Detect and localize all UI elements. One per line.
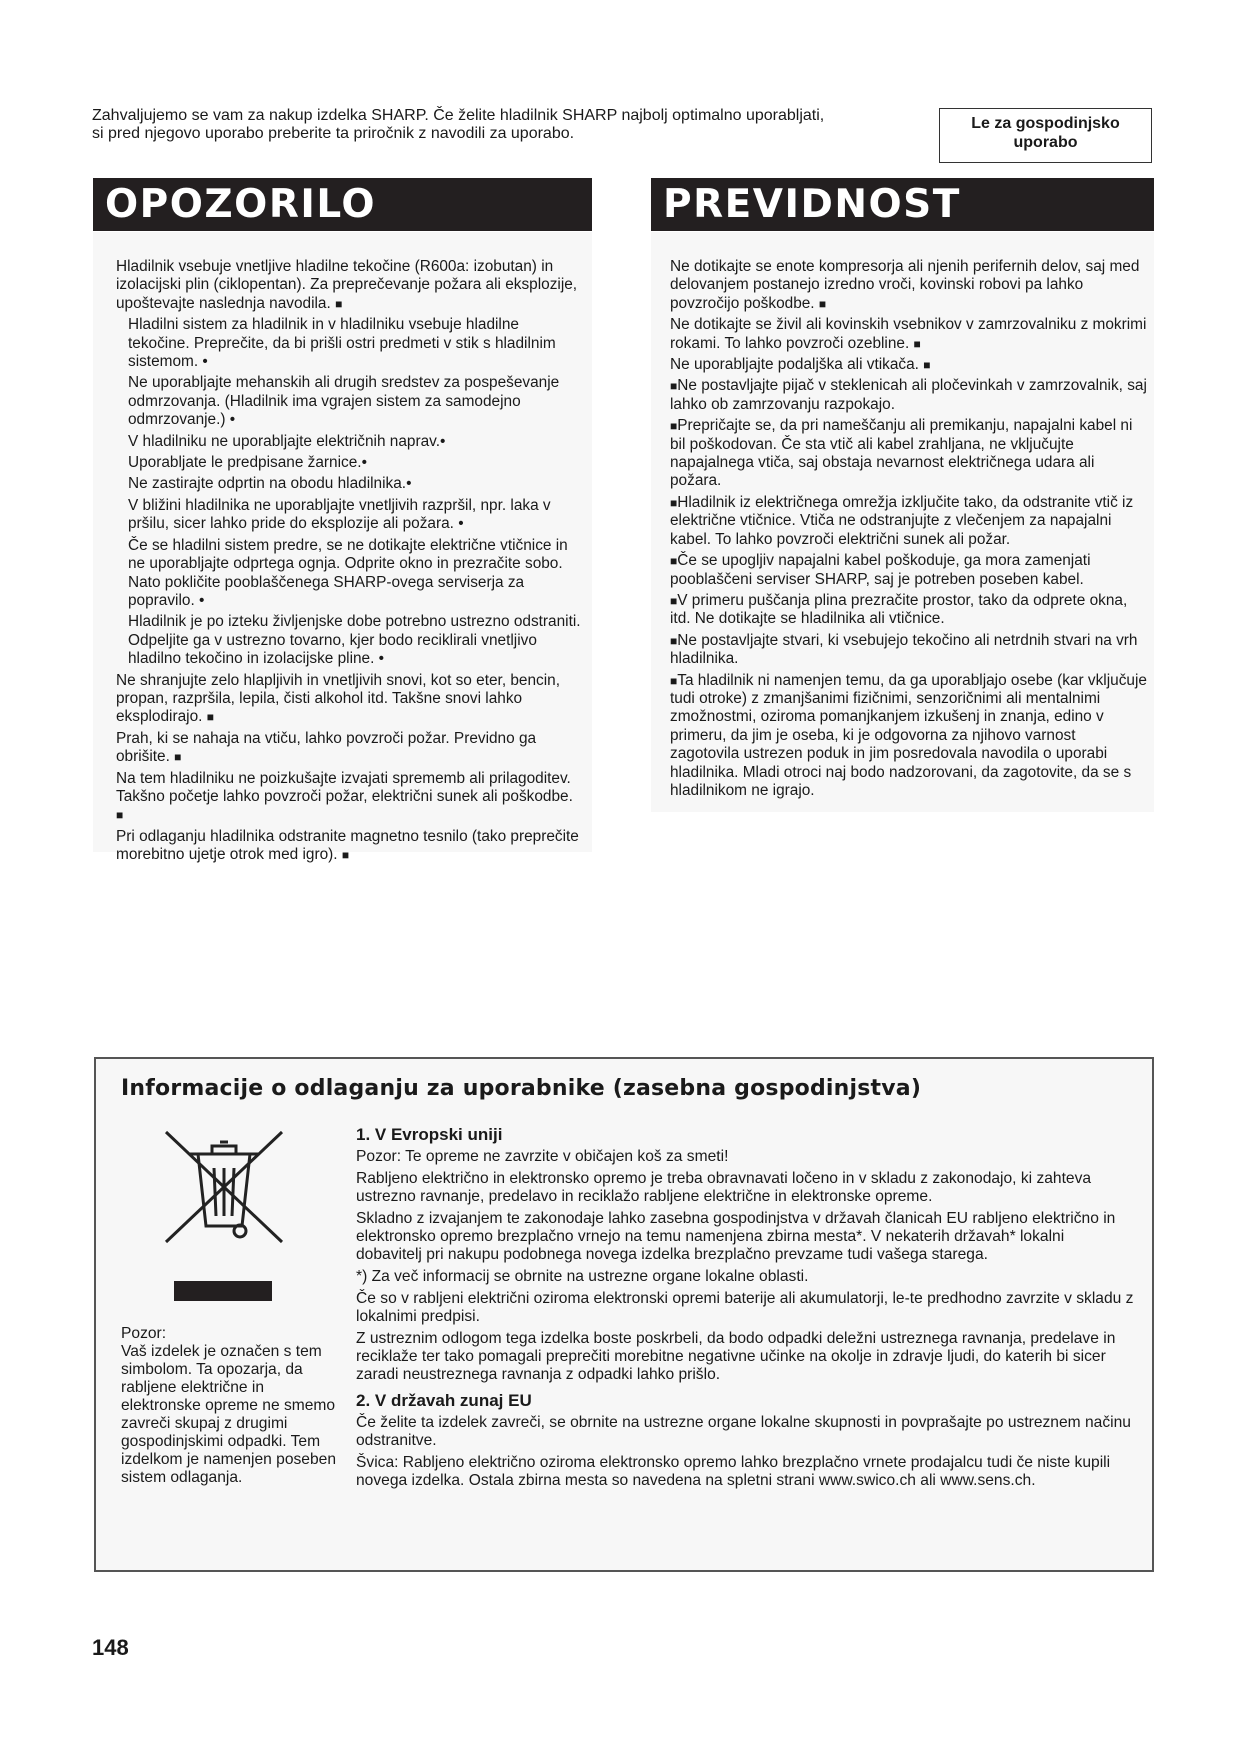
badge-line-2: uporabo — [1013, 134, 1078, 151]
disposal-title: Informacije o odlaganju za uporabnike (zasebna gospodinjstva) — [121, 1076, 922, 1101]
warning-item: Ne uporabljajte mehanskih ali drugih sredstev za pospeševanje odmrzovanja. (Hladilnik ima vgrajen sistem za samodejno odmrzovanje.) • — [128, 374, 560, 429]
warning-item: Uporabljate le predpisane žarnice.• — [128, 454, 367, 472]
crossed-bin-icon — [160, 1128, 288, 1246]
warning-heading: OPOZORILO — [93, 178, 592, 231]
caution-item: ■Prepričajte se, da pri nameščanju ali premikanju, napajalni kabel ni bil poškodovan. Če sta vtič ali kabel zrahljana, ne vključujte napajalnega vtiča, saj obstaja nevarnost električnega udara ali požara. — [670, 417, 1133, 490]
caution-list — [670, 258, 1148, 803]
page-number: 148 — [92, 1635, 129, 1660]
warning-item: Hladilnik je po izteku življenjske dobe potrebno ustrezno odstraniti. Odpeljite ga v ustrezno tovarno, kjer bodo reciklirali vnetljivo hladilno tekočino in izolacijske pline. • — [128, 613, 581, 668]
caution-item: ■Ne postavljajte pijač v steklenicah ali pločevinkah v zamrzovalnik, saj lahko ob zamrzovanju razpokajo. — [670, 377, 1147, 413]
caution-item: ■Hladilnik iz električnega omrežja izključite tako, da odstranite vtič iz električne vtičnice. Vtiča ne odstranjujte z vlečenjem za napajalni kabel. To lahko povzroči električni sunek ali požar. — [670, 493, 1134, 548]
warning-item: V bližini hladilnika ne uporabljajte vnetljivih razpršil, npr. laka v pršilu, sicer lahko pride do eksplozije ali požara. • — [128, 496, 551, 533]
eu-paragraph: Skladno z izvajanjem te zakonodaje lahko zasebna gospodinjstva v državah članicah EU rabljeno električno in elektronsko opremo brezplačno vrnejo na temu namenjena zbirna mesta*. V nekaterih državah* lokalni dobavitelj pri nakupu podobnega novega izdelka brezplačno prevzame tudi vašega starega. — [356, 1210, 1116, 1263]
warning-item: Hladilnik vsebuje vnetljive hladilne tekočine (R600a: izobutan) in izolacijski plin (ciklopentan). Za preprečevanje požara ali eksplozije, upoštevajte naslednja navodila. ■ — [116, 258, 578, 312]
side-note-label: Pozor: — [121, 1325, 167, 1342]
warning-item: Ne shranjujte zelo hlapljivih in vnetljivih snovi, kot so eter, bencin, propan, razpršila, lepila, čisti alkohol itd. Takšne snovi lahko eksplodirajo. ■ — [116, 671, 560, 726]
eu-heading: 1. V Evropski uniji — [356, 1125, 503, 1144]
caution-item: Ne uporabljajte podaljška ali vtikača. ■ — [670, 356, 931, 374]
warning-item: Prah, ki se nahaja na vtiču, lahko povzroči požar. Previdno ga obrišite. ■ — [116, 729, 537, 766]
side-note-text: Vaš izdelek je označen s tem simbolom. Ta opozarja, da rabljene električne in elektronske opreme ne smemo zavreči skupaj z drugimi gospodinjskimi odpadki. Tem izdelkom je namenjen poseben sistem odlaganja. — [121, 1343, 336, 1486]
eu-paragraph: Z ustreznim odlogom tega izdelka boste poskrbeli, da bodo odpadki deležni ustreznega ravnanja, predelave in reciklaže ter tako pomagali preprečiti morebitne negativne učinke na okolje in zdravje ljudi, do katerih bi sicer zaradi neustreznega ravnanja z odpadki lahko prišlo. — [356, 1330, 1116, 1383]
disposal-side-note — [121, 1325, 336, 1487]
eu-paragraph: Pozor: Te opreme ne zavrzite v običajen koš za smeti! — [356, 1148, 729, 1165]
warning-item: V hladilniku ne uporabljajte električnih naprav.• — [128, 432, 446, 450]
warning-item: Pri odlaganju hladilnika odstranite magnetno tesnilo (tako preprečite morebitno ujetje otrok med igro). ■ — [116, 827, 579, 864]
warning-item: Ne zastirajte odprtin na obodu hladilnika.• — [128, 475, 412, 493]
household-use-badge — [939, 108, 1152, 163]
caution-item: ■Ta hladilnik ni namenjen temu, da ga uporabljajo osebe (kar vključuje tudi otroke) z zmanjšanimi fizičnimi, senzoričnimi ali mentalnimi zmožnostmi, oziroma pomanjkanjem izkušenj in znanja, edino v primeru, da jim je oseba, ki je odgovorna za njihovo varnost zagotovila ustrezen poduk in jim posredovala navodila o uporabi hladilnika. Mladi otroci naj bodo nadzorovani, da zagotovite, da se s hladilnikom ne igrajo. — [670, 671, 1147, 799]
eu-paragraph: *) Za več informacij se obrnite na ustrezne organe lokalne oblasti. — [356, 1268, 809, 1285]
warning-item: Hladilni sistem za hladilnik in v hladilniku vsebuje hladilne tekočine. Preprečite, da bi prišli ostri predmeti v stik s hladilnim sistemom. • — [128, 316, 556, 371]
warning-list — [116, 258, 584, 868]
badge-line-1: Le za gospodinjsko — [971, 115, 1120, 132]
caution-item: Ne dotikajte se živil ali kovinskih vsebnikov v zamrzovalniku z mokrimi rokami. To lahko povzroči ozebline. ■ — [670, 316, 1147, 352]
black-bar-marker — [174, 1281, 272, 1301]
disposal-body — [356, 1126, 1134, 1494]
non-eu-paragraph: Švica: Rabljeno električno oziroma elektronsko opremo lahko brezplačno vrnete prodajalcu tudi če niste kupili novega izdelka. Ostala zbirna mesta so navedena na spletni strani www.swico.ch ali www.sens.ch. — [356, 1454, 1111, 1489]
eu-paragraph: Če so v rabljeni električni oziroma elektronski opremi baterije ali akumulatorji, le-te predhodno zavrzite v skladu z lokalnimi predpisi. — [356, 1290, 1134, 1325]
caution-item: ■V primeru puščanja plina prezračite prostor, tako da odprete okna, itd. Ne dotikajte se hladilnika ali vtičnice. — [670, 591, 1128, 628]
caution-item: ■Ne postavljajte stvari, ki vsebujejo tekočino ali netrdnih stvari na vrh hladilnika. — [670, 631, 1138, 668]
intro-line-2: si pred njegovo uporabo preberite ta priročnik z navodili za uporabo. — [92, 125, 575, 142]
caution-item: ■Če se upogljiv napajalni kabel poškoduje, ga mora zamenjati pooblaščeni serviser SHARP, saj je potreben poseben kabel. — [670, 552, 1091, 588]
eu-paragraph: Rabljeno električno in elektronsko opremo je treba obravnavati ločeno in v skladu z zakonodajo, ki zahteva ustrezno ravnanje, predelavo in reciklažo rabljene električne in elektronske opreme. — [356, 1170, 1092, 1205]
caution-heading: PREVIDNOST — [651, 178, 1154, 231]
non-eu-heading: 2. V državah zunaj EU — [356, 1391, 532, 1410]
non-eu-paragraph: Če želite ta izdelek zavreči, se obrnite na ustrezne organe lokalne skupnosti in povprašajte po ustreznem načinu odstranitve. — [356, 1414, 1131, 1449]
intro-line-1: Zahvaljujemo se vam za nakup izdelka SHARP. Če želite hladilnik SHARP najbolj optimalno uporabljati, — [92, 107, 825, 124]
warning-item: Na tem hladilniku ne poizkušajte izvajati sprememb ali prilagoditev. Takšno početje lahko povzroči požar, električni sunek ali poškodbe. ■ — [116, 769, 573, 823]
warning-item: Če se hladilni sistem predre, se ne dotikajte električne vtičnice in ne uporabljajte odprtega ognja. Odprite okno in prezračite sobo. Nato pokličite pooblaščenega SHARP-ovega serviserja za popravilo. • — [128, 536, 568, 609]
intro-text — [92, 107, 922, 143]
caution-item: Ne dotikajte se enote kompresorja ali njenih perifernih delov, saj med delovanjem postanejo izredno vroči, kovinski robovi pa lahko povzročijo poškodbe. ■ — [670, 258, 1140, 312]
